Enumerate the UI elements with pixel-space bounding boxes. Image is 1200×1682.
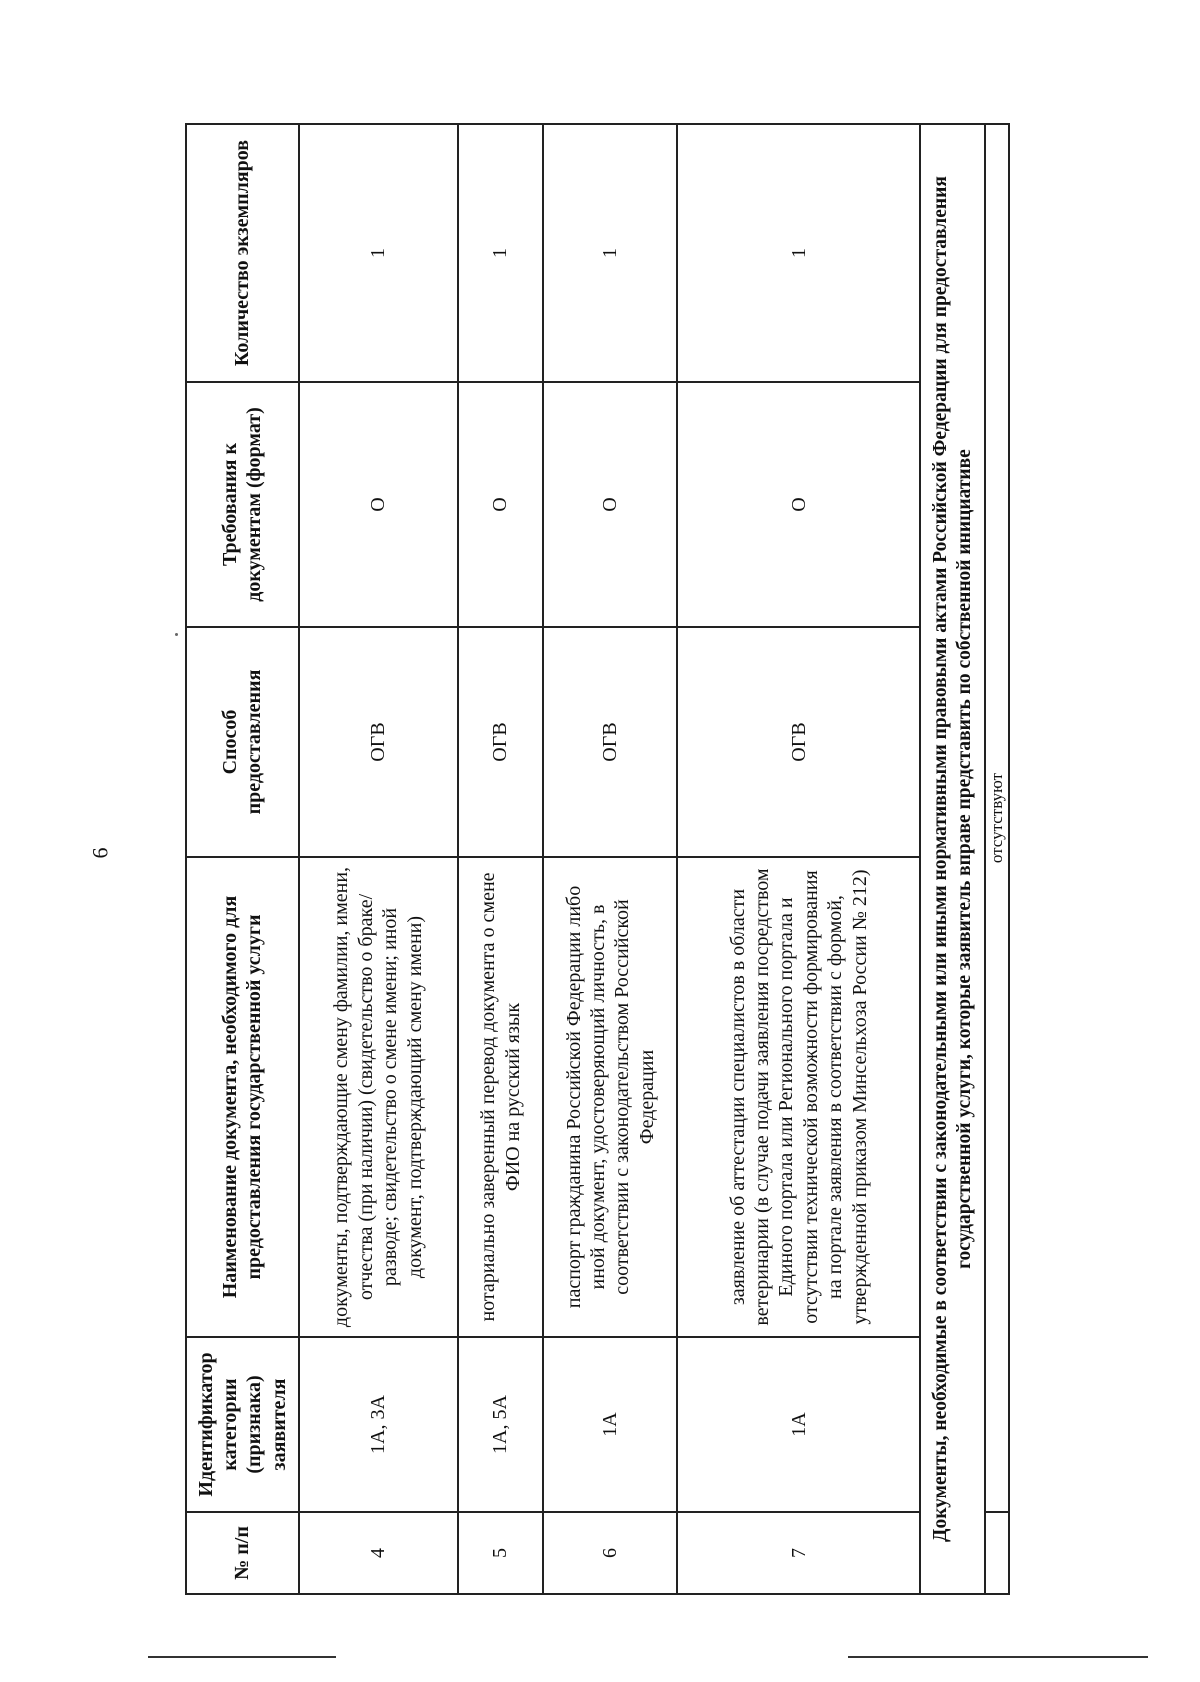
table-row [677, 124, 920, 1594]
row-document: нотариально заверенный перевод документа о смене ФИО на русский язык [458, 857, 544, 1337]
table-row [299, 124, 458, 1594]
row-num: 5 [458, 1512, 544, 1594]
row-category: 1А, 3А [299, 1337, 458, 1512]
row-format: О [677, 382, 920, 627]
row-format: О [299, 382, 458, 627]
row-document: паспорт гражданина Российской Федерации либо иной документ, удостоверяющий личность, в соответствии с законодательством Российской Федерации [543, 857, 677, 1337]
row-count: 1 [458, 124, 544, 382]
documents-table [185, 123, 1010, 1595]
row-format: О [458, 382, 544, 627]
absent-row [985, 124, 1009, 1594]
table-row [458, 124, 544, 1594]
row-method: ОГВ [299, 627, 458, 857]
page-number: 6 [87, 847, 113, 859]
header-document: Наименование документа, необходимого для предоставления государственной услуги [186, 857, 299, 1337]
row-document: документы, подтверждающие смену фамилии, имени, отчества (при наличии) (свидетельство о браке/разводе; свидетельство о смене имени; иной документ, подтверждающий смену имени) [299, 857, 458, 1337]
row-count: 1 [299, 124, 458, 382]
row-num: 7 [677, 1512, 920, 1594]
row-category: 1А [677, 1337, 920, 1512]
rotated-table-container [185, 125, 1010, 1595]
header-category: Идентификатор категории (признака) заявителя [186, 1337, 299, 1512]
absent-num-cell [985, 1512, 1009, 1594]
row-method: ОГВ [458, 627, 544, 857]
row-document: заявление об аттестации специалистов в области ветеринарии (в случае подачи заявления посредством Единого портала или Регионального портала и отсутствии технической возможности формирования на портале заявления в соответствии с формой, утвержденной приказом Минсельхоза России № 212) [677, 857, 920, 1337]
footer-line-right [848, 1656, 1148, 1658]
row-format: О [543, 382, 677, 627]
header-num: № п/п [186, 1512, 299, 1594]
row-count: 1 [677, 124, 920, 382]
row-num: 6 [543, 1512, 677, 1594]
header-method: Способ предоставления [186, 627, 299, 857]
row-count: 1 [543, 124, 677, 382]
row-num: 4 [299, 1512, 458, 1594]
header-format: Требования к документам (формат) [186, 382, 299, 627]
row-category: 1А, 5А [458, 1337, 544, 1512]
section-note: Документы, необходимые в соответствии с законодательными или иными нормативными правовыми актами Российской Федерации для предоставления государственной услуги, которые заявитель вправе представить по собственной инициативе [920, 124, 985, 1594]
table-row [543, 124, 677, 1594]
row-method: ОГВ [677, 627, 920, 857]
footer-line-left [148, 1656, 336, 1658]
table-header-row [186, 124, 299, 1594]
row-method: ОГВ [543, 627, 677, 857]
header-count: Количество экземпляров [186, 124, 299, 382]
row-category: 1А [543, 1337, 677, 1512]
section-note-row [920, 124, 985, 1594]
scan-speck [175, 633, 178, 636]
absent-text: отсутствуют [985, 124, 1009, 1512]
